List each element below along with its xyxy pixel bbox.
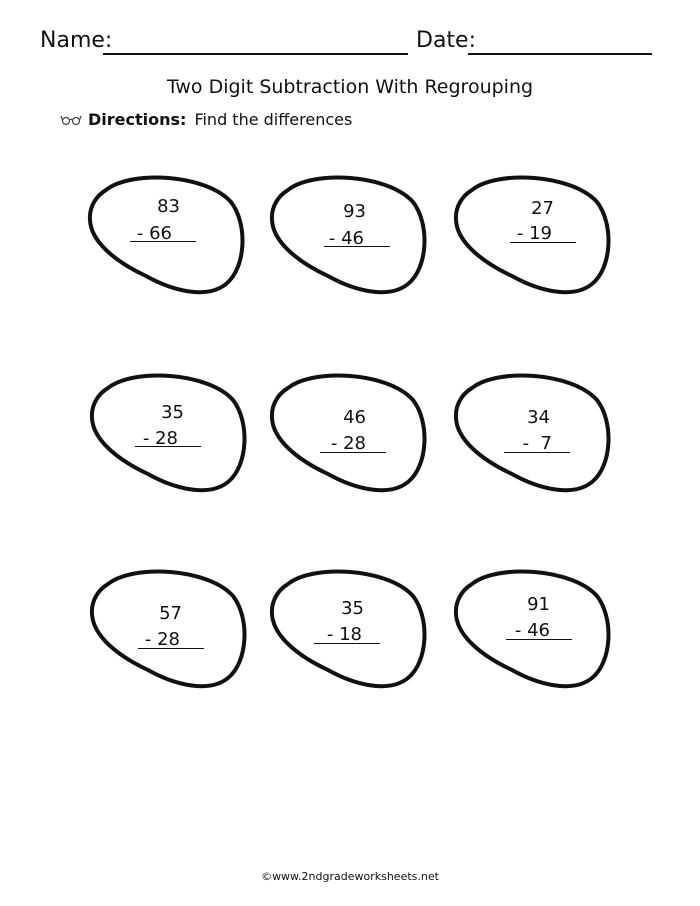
minuend: 27 xyxy=(531,198,554,219)
directions-label: Directions: xyxy=(88,110,187,129)
answer-line xyxy=(130,241,196,242)
name-field[interactable] xyxy=(103,53,408,55)
minuend: 35 xyxy=(341,598,364,619)
problem-5 xyxy=(268,370,428,495)
minuend: 34 xyxy=(527,407,550,428)
minuend: 93 xyxy=(343,201,366,222)
worksheet-title: Two Digit Subtraction With Regrouping xyxy=(166,76,534,98)
subtrahend: - 66 xyxy=(136,223,172,244)
answer-line xyxy=(324,246,390,247)
answer-line xyxy=(138,648,204,649)
answer-line xyxy=(314,643,380,644)
header-fields xyxy=(40,22,652,62)
copyright-footer: ©www.2ndgradeworksheets.net xyxy=(261,870,439,883)
answer-line xyxy=(504,452,570,453)
answer-line xyxy=(506,639,572,640)
subtrahend: - 46 xyxy=(328,228,364,249)
subtrahend: - 19 xyxy=(516,223,552,244)
minuend: 91 xyxy=(527,594,550,615)
date-field[interactable] xyxy=(468,53,652,55)
problem-9 xyxy=(452,566,612,691)
subtrahend: - 18 xyxy=(326,624,362,645)
subtrahend: - 7 xyxy=(522,433,552,454)
subtrahend: - 28 xyxy=(142,428,178,449)
problem-1 xyxy=(86,172,246,297)
minuend: 35 xyxy=(161,402,184,423)
subtrahend: - 46 xyxy=(514,620,550,641)
answer-line xyxy=(320,452,386,453)
glasses-icon xyxy=(60,111,82,130)
problem-4 xyxy=(88,370,248,495)
problem-6 xyxy=(452,370,612,495)
minuend: 46 xyxy=(343,407,366,428)
problem-2 xyxy=(268,172,428,297)
minuend: 57 xyxy=(159,603,182,624)
problem-3 xyxy=(452,172,612,297)
answer-line xyxy=(135,446,201,447)
date-label: Date: xyxy=(416,28,476,53)
problem-7 xyxy=(88,566,248,691)
directions-text: Find the differences xyxy=(194,110,353,129)
subtrahend: - 28 xyxy=(330,433,366,454)
subtrahend: - 28 xyxy=(144,629,180,650)
directions xyxy=(60,110,352,130)
answer-line xyxy=(510,242,576,243)
minuend: 83 xyxy=(157,196,180,217)
problem-8 xyxy=(268,566,428,691)
name-label: Name: xyxy=(40,28,113,53)
